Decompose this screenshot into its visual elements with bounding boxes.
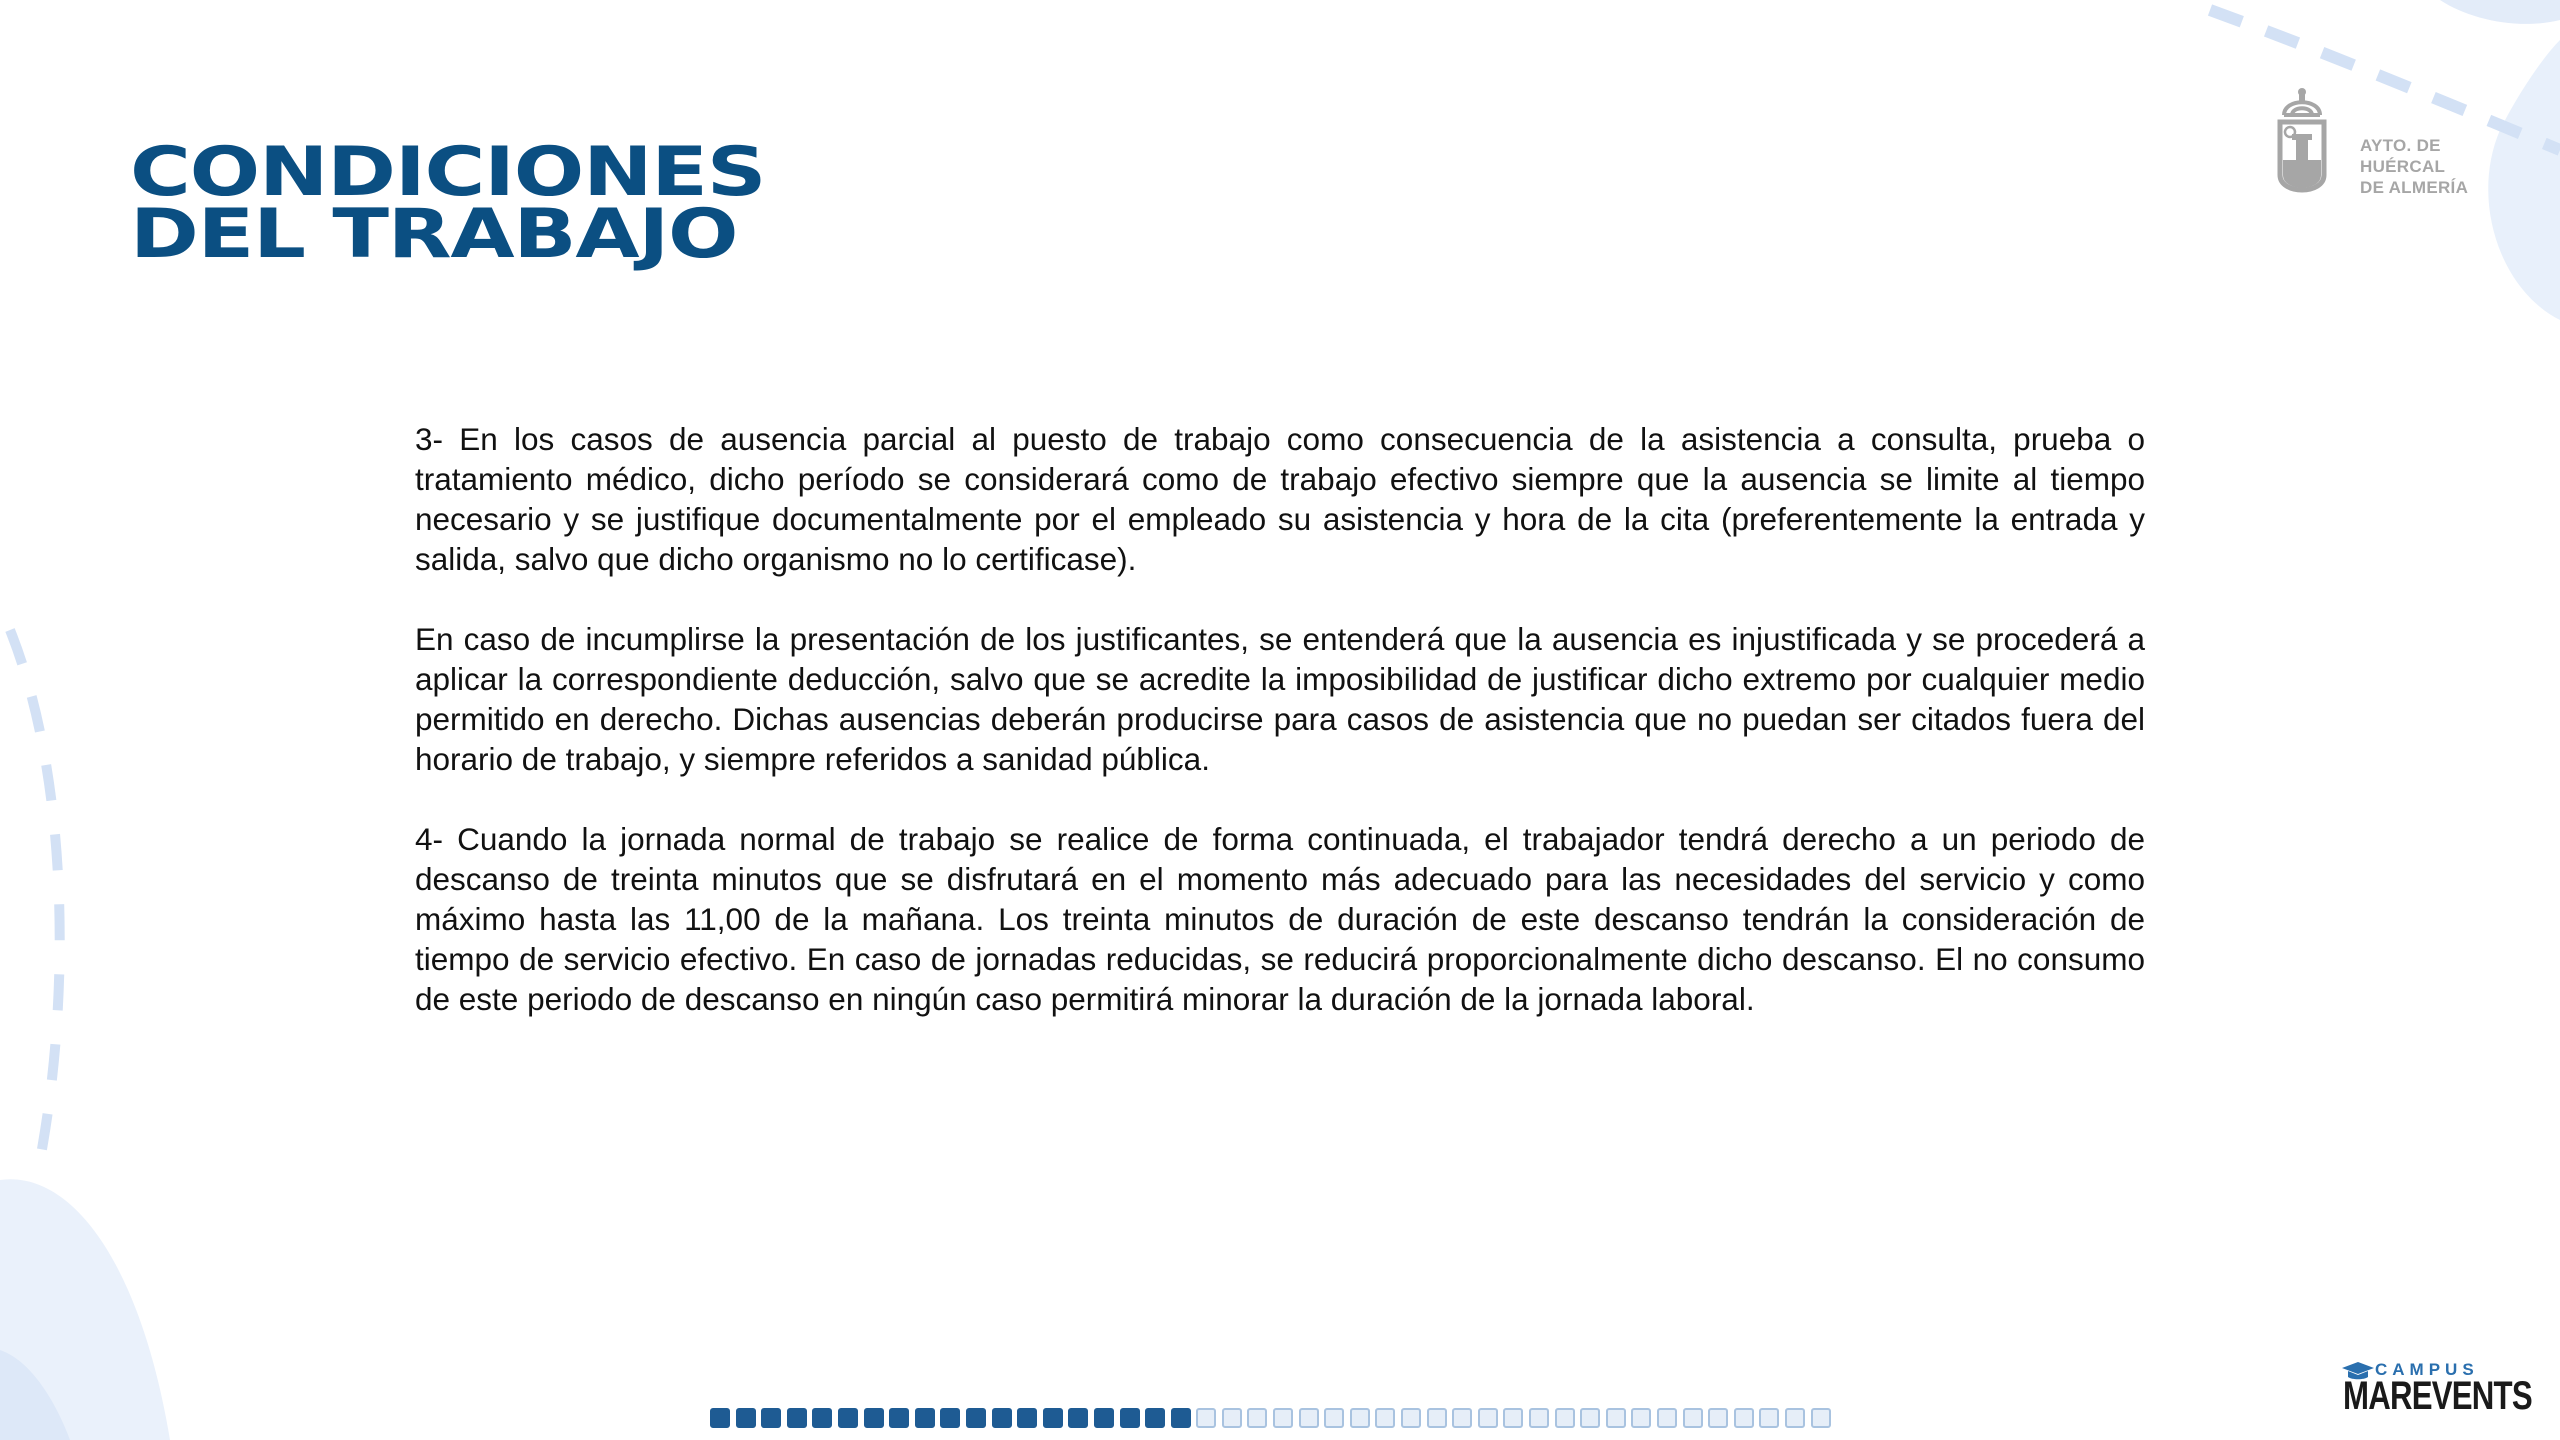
- progress-segment-completed: [915, 1408, 935, 1428]
- progress-segment-completed: [1068, 1408, 1088, 1428]
- progress-segment-completed: [1120, 1408, 1140, 1428]
- progress-segment-completed: [787, 1408, 807, 1428]
- progress-indicator: [710, 1408, 1831, 1428]
- progress-segment-pending: [1375, 1408, 1395, 1428]
- progress-segment-pending: [1657, 1408, 1677, 1428]
- progress-segment-completed: [966, 1408, 986, 1428]
- progress-segment-pending: [1478, 1408, 1498, 1428]
- logo-text-line-3: DE ALMERÍA: [2360, 178, 2469, 197]
- progress-segment-completed: [1043, 1408, 1063, 1428]
- logo-text-line-1: AYTO. DE: [2360, 136, 2441, 155]
- progress-segment-pending: [1247, 1408, 1267, 1428]
- slide-body: [415, 419, 2145, 1059]
- progress-segment-pending: [1631, 1408, 1651, 1428]
- progress-segment-completed: [1094, 1408, 1114, 1428]
- progress-segment-pending: [1708, 1408, 1728, 1428]
- progress-segment-pending: [1759, 1408, 1779, 1428]
- title-line-2: DEL TRABAJO: [130, 195, 738, 274]
- progress-segment-pending: [1811, 1408, 1831, 1428]
- paragraph-2: En caso de incumplirse la presentación de los justificantes, se entenderá que la ausencia es injustificada y se procederá a aplicar la correspondiente deducción, salvo que se acredite la imposibilidad de justificar dicho extremo por cualquier medio permitido en derecho. Dichas ausencias deberán producirse para casos de asistencia que no puedan ser citados fuera del horario de trabajo, y siempre referidos a sanidad pública.: [415, 621, 2145, 777]
- progress-segment-completed: [1017, 1408, 1037, 1428]
- progress-segment-pending: [1683, 1408, 1703, 1428]
- progress-segment-completed: [992, 1408, 1012, 1428]
- progress-segment-pending: [1785, 1408, 1805, 1428]
- progress-segment-completed: [864, 1408, 884, 1428]
- progress-segment-completed: [1145, 1408, 1165, 1428]
- progress-segment-pending: [1427, 1408, 1447, 1428]
- brand-subtitle: CAMPUS: [2375, 1360, 2479, 1379]
- paragraph-3: 4- Cuando la jornada normal de trabajo se realice de forma continuada, el trabajador tendrá derecho a un periodo de descanso de treinta minutos que se disfrutará en el momento más adecuado para las necesidades del servicio y como máximo hasta las 11,00 de la mañana. Los treinta minutos de duración de este descanso tendrán la consideración de tiempo de servicio efectivo. En caso de jornadas reducidas, se reducirá proporcionalmente dicho descanso. El no consumo de este periodo de descanso en ningún caso permitirá minorar la duración de la jornada laboral.: [415, 821, 2145, 1017]
- progress-segment-completed: [940, 1408, 960, 1428]
- paragraph-1: 3- En los casos de ausencia parcial al puesto de trabajo como consecuencia de la asistencia a consulta, prueba o tratamiento médico, dicho período se considerará como de trabajo efectivo siempre que la ausencia se limite al tiempo necesario y se justifique documentalmente por el empleado su asistencia y hora de la cita (preferentemente la entrada y salida, salvo que dicho organismo no lo certificase).: [415, 421, 2145, 577]
- brand-name: MAREVENTS: [2343, 1374, 2532, 1418]
- progress-segment-pending: [1222, 1408, 1242, 1428]
- slide-title: [130, 133, 766, 274]
- progress-segment-completed: [812, 1408, 832, 1428]
- progress-segment-pending: [1273, 1408, 1293, 1428]
- progress-segment-pending: [1452, 1408, 1472, 1428]
- progress-segment-completed: [761, 1408, 781, 1428]
- progress-segment-completed: [838, 1408, 858, 1428]
- progress-segment-pending: [1350, 1408, 1370, 1428]
- progress-segment-completed: [736, 1408, 756, 1428]
- progress-segment-pending: [1555, 1408, 1575, 1428]
- title-line-1: CONDICIONES: [130, 133, 766, 212]
- progress-segment-pending: [1401, 1408, 1421, 1428]
- progress-segment-pending: [1503, 1408, 1523, 1428]
- progress-segment-pending: [1580, 1408, 1600, 1428]
- progress-segment-pending: [1529, 1408, 1549, 1428]
- progress-segment-pending: [1324, 1408, 1344, 1428]
- progress-segment-completed: [1171, 1408, 1191, 1428]
- logo-text-line-2: HUÉRCAL: [2360, 157, 2446, 176]
- progress-segment-pending: [1734, 1408, 1754, 1428]
- progress-segment-pending: [1606, 1408, 1626, 1428]
- progress-segment-completed: [889, 1408, 909, 1428]
- progress-segment-pending: [1299, 1408, 1319, 1428]
- logo-text: [2360, 135, 2468, 198]
- progress-segment-completed: [710, 1408, 730, 1428]
- progress-segment-pending: [1196, 1408, 1216, 1428]
